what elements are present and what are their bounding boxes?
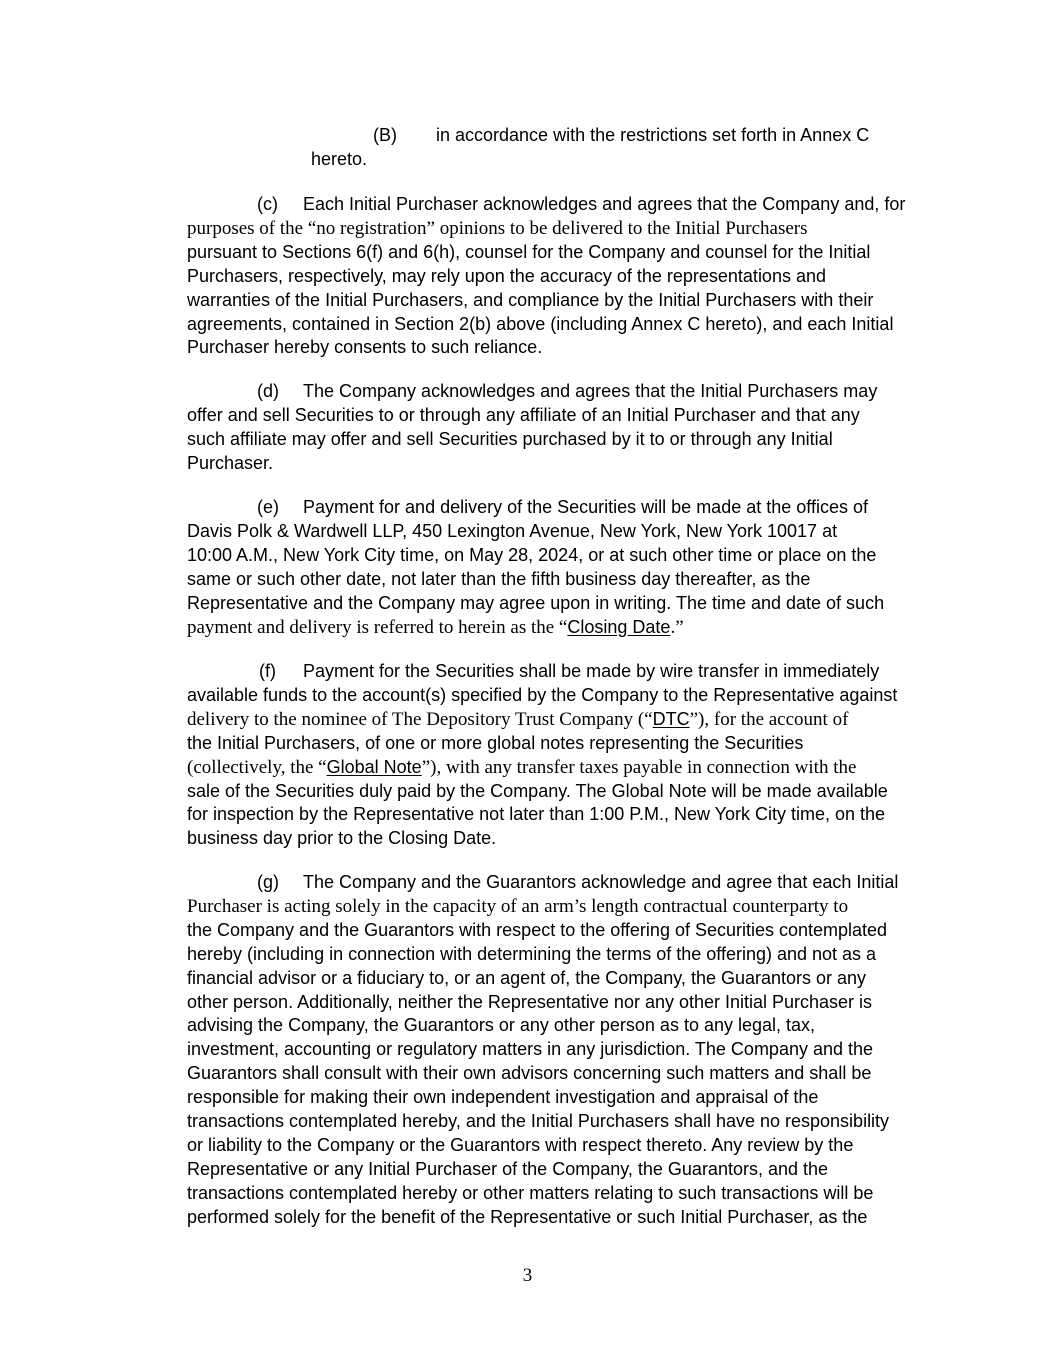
clause-e-last-line: payment and delivery is referred to herein as the “ bbox=[187, 616, 568, 638]
clause-f-line: (collectively, the “ bbox=[187, 756, 327, 778]
clause-c-line: agreements, contained in Section 2(b) above (including Annex C hereto), and each Initial bbox=[187, 313, 894, 334]
clause-b-marker: (B) bbox=[373, 125, 397, 145]
clause-f-marker: (f) bbox=[259, 661, 276, 681]
clause-g-line: Purchaser is acting solely in the capacity of an arm’s length contractual counterparty to bbox=[187, 895, 849, 917]
clause-d-line: Purchaser. bbox=[187, 452, 274, 473]
clause-f-line: the Initial Purchasers, of one or more global notes representing the Securities bbox=[187, 732, 804, 753]
clause-e-last-line-end: .” bbox=[670, 616, 684, 638]
clause-d-line: offer and sell Securities to or through any affiliate of an Initial Purchaser and that any bbox=[187, 404, 860, 425]
clause-e-line: 10:00 A.M., New York City time, on May 28, 2024, or at such other time or place on the bbox=[187, 544, 877, 565]
clause-g-line: Guarantors shall consult with their own advisors concerning such matters and shall be bbox=[187, 1063, 872, 1084]
clause-c-line: pursuant to Sections 6(f) and 6(h), counsel for the Company and counsel for the Initial bbox=[187, 241, 871, 262]
clause-g-line: transactions contemplated hereby, and the Initial Purchasers shall have no responsibility bbox=[187, 1111, 890, 1132]
clause-c bbox=[187, 193, 932, 360]
clause-c-line: Purchaser hereby consents to such reliance. bbox=[187, 337, 543, 358]
clause-g-line: the Company and the Guarantors with respect to the offering of Securities contemplated bbox=[187, 919, 888, 940]
clause-g-line: investment, accounting or regulatory matters in any jurisdiction. The Company and the bbox=[187, 1039, 874, 1060]
clause-b bbox=[187, 124, 932, 172]
clause-f-line: sale of the Securities duly paid by the Company. The Global Note will be made available bbox=[187, 780, 888, 801]
defined-term-dtc: DTC bbox=[652, 708, 690, 729]
clause-c-line: Purchasers, respectively, may rely upon the accuracy of the representations and bbox=[187, 265, 826, 286]
clause-g-line: financial advisor or a fiduciary to, or an agent of, the Company, the Guarantors or any bbox=[187, 967, 867, 988]
clause-d-line: The Company acknowledges and agrees that the Initial Purchasers may bbox=[303, 381, 878, 401]
clause-e-line: Payment for and delivery of the Securities will be made at the offices of bbox=[303, 497, 868, 517]
clause-b-continuation: hereto. bbox=[311, 148, 368, 169]
clause-g-line: or liability to the Company or the Guarantors with respect thereto. Any review by the bbox=[187, 1134, 854, 1155]
clause-d-marker: (d) bbox=[257, 381, 279, 401]
clause-b-text: in accordance with the restrictions set forth in Annex C bbox=[436, 125, 870, 145]
clause-c-marker: (c) bbox=[257, 194, 278, 214]
clause-c-line: warranties of the Initial Purchasers, and compliance by the Initial Purchasers with their bbox=[187, 289, 874, 310]
clause-f bbox=[187, 660, 932, 851]
clause-d-line: such affiliate may offer and sell Securities purchased by it to or through any Initial bbox=[187, 428, 833, 449]
clause-e-marker: (e) bbox=[257, 497, 279, 517]
clause-f-line: for inspection by the Representative not later than 1:00 P.M., New York City time, on the bbox=[187, 804, 886, 825]
clause-c-line: purposes of the “no registration” opinions to be delivered to the Initial Purchasers bbox=[187, 217, 808, 239]
clause-g-marker: (g) bbox=[257, 872, 279, 892]
page-number: 3 bbox=[522, 1265, 533, 1286]
clause-g-line: other person. Additionally, neither the Representative nor any other Initial Purchaser is bbox=[187, 991, 873, 1012]
clause-g-line: performed solely for the benefit of the Representative or such Initial Purchaser, as the bbox=[187, 1206, 868, 1227]
clause-c-line: Each Initial Purchaser acknowledges and agrees that the Company and, for bbox=[303, 194, 906, 214]
defined-term-closing-date: Closing Date bbox=[567, 616, 671, 637]
defined-term-global-note: Global Note bbox=[326, 756, 422, 777]
clause-f-line: available funds to the account(s) specified by the Company to the Representative against bbox=[187, 684, 898, 705]
clause-f-line: business day prior to the Closing Date. bbox=[187, 828, 497, 849]
clause-g-line: The Company and the Guarantors acknowledge and agree that each Initial bbox=[303, 872, 899, 892]
clause-d bbox=[187, 380, 932, 476]
clause-e-line: same or such other date, not later than the fifth business day thereafter, as the bbox=[187, 568, 811, 589]
clause-f-line: Payment for the Securities shall be made by wire transfer in immediately bbox=[303, 661, 880, 681]
clause-f-line-end: ”), for the account of bbox=[689, 708, 849, 730]
clause-g-line: responsible for making their own independent investigation and appraisal of the bbox=[187, 1087, 819, 1108]
clause-g bbox=[187, 871, 932, 1230]
clause-g-line: advising the Company, the Guarantors or any other person as to any legal, tax, bbox=[187, 1015, 816, 1036]
clause-f-line-end: ”), with any transfer taxes payable in connection with the bbox=[421, 756, 857, 778]
clause-e-line: Representative and the Company may agree upon in writing. The time and date of such bbox=[187, 592, 885, 613]
clause-f-line: delivery to the nominee of The Depository Trust Company (“ bbox=[187, 708, 653, 730]
clause-e-line: Davis Polk & Wardwell LLP, 450 Lexington Avenue, New York, New York 10017 at bbox=[187, 520, 838, 541]
clause-g-line: hereby (including in connection with determining the terms of the offering) and not as a bbox=[187, 943, 877, 964]
clause-g-line: transactions contemplated hereby or other matters relating to such transactions will be bbox=[187, 1182, 874, 1203]
clause-g-line: Representative or any Initial Purchaser of the Company, the Guarantors, and the bbox=[187, 1158, 829, 1179]
clause-e bbox=[187, 496, 932, 639]
